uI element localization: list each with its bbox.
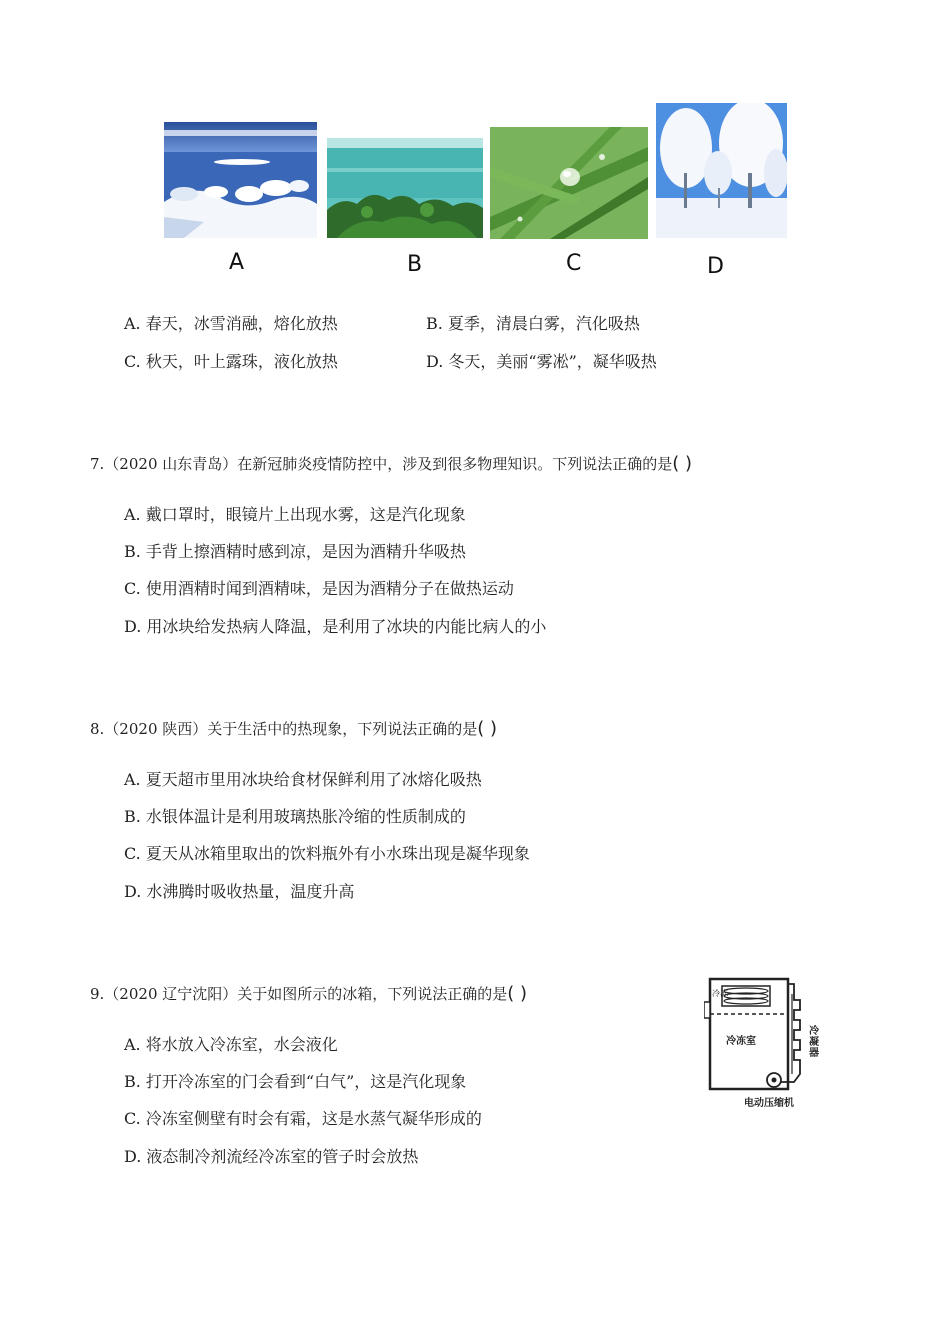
q6-option-d: D. 冬天，美丽“雾凇”，凝华吸热 <box>426 352 657 371</box>
q9-answer-bracket: ( ) <box>507 983 528 1004</box>
photo-a-melting-snow <box>164 122 317 238</box>
q7-stem-text: 7.（2020 山东青岛）在新冠肺炎疫情防控中，涉及到很多物理知识。下列说法正确的是 <box>90 455 673 473</box>
q7-option-a: A. 戴口罩时，眼镜片上出现水雾，这是汽化现象 <box>124 505 466 524</box>
q8-option-a: A. 夏天超市里用冰块给食材保鲜利用了冰熔化吸热 <box>124 770 482 789</box>
q8-stem-text: 8.（2020 陕西）关于生活中的热现象，下列说法正确的是 <box>90 720 478 738</box>
q9-option-d: D. 液态制冷剂流经冷冻室的管子时会放热 <box>124 1147 419 1166</box>
q7-option-d: D. 用冰块给发热病人降温，是利用了冰块的内能比病人的小 <box>124 617 547 636</box>
top-left-label: 冷冻 <box>712 989 728 998</box>
image-label-d: D <box>707 254 724 279</box>
q9-option-a: A. 将水放入冷冻室，水会液化 <box>124 1035 338 1054</box>
q7-answer-bracket: ( ) <box>672 453 693 474</box>
q8-answer-bracket: ( ) <box>477 718 498 739</box>
photo-b-foggy-lake <box>327 138 483 238</box>
q8-stem <box>90 719 497 739</box>
q6-option-a: A. 春天，冰雪消融，熔化放热 <box>124 314 338 333</box>
q7-option-c: C. 使用酒精时闻到酒精味，是因为酒精分子在做热运动 <box>124 579 514 598</box>
q8-option-c: C. 夏天从冰箱里取出的饮料瓶外有小水珠出现是凝华现象 <box>124 844 530 863</box>
q6-option-c: C. 秋天，叶上露珠，液化放热 <box>124 352 338 371</box>
q9-option-c: C. 冷冻室侧壁有时会有霜，这是水蒸气凝华形成的 <box>124 1109 482 1128</box>
q8-option-d: D. 水沸腾时吸收热量，温度升高 <box>124 882 355 901</box>
q8-option-b: B. 水银体温计是利用玻璃热胀冷缩的性质制成的 <box>124 807 466 826</box>
photo-d-rime-trees <box>656 103 787 238</box>
q9-stem <box>90 984 527 1004</box>
condenser-label: 冷凝器 <box>809 1026 819 1059</box>
q9-option-b: B. 打开冷冻室的门会看到“白气”，这是汽化现象 <box>124 1072 467 1091</box>
image-label-b: B <box>407 252 423 277</box>
photo-c-dew-grass <box>490 127 648 239</box>
compressor-label: 电动压缩机 <box>744 1098 794 1109</box>
freezer-label: 冷冻室 <box>726 1036 756 1047</box>
q7-option-b: B. 手背上擦酒精时感到凉，是因为酒精升华吸热 <box>124 542 466 561</box>
image-label-c: C <box>566 251 582 276</box>
image-label-a: A <box>229 250 245 275</box>
q7-stem <box>90 454 692 474</box>
q9-stem-text: 9.（2020 辽宁沈阳）关于如图所示的冰箱，下列说法正确的是 <box>90 985 508 1003</box>
q6-option-b: B. 夏季，清晨白雾，汽化吸热 <box>426 314 640 333</box>
